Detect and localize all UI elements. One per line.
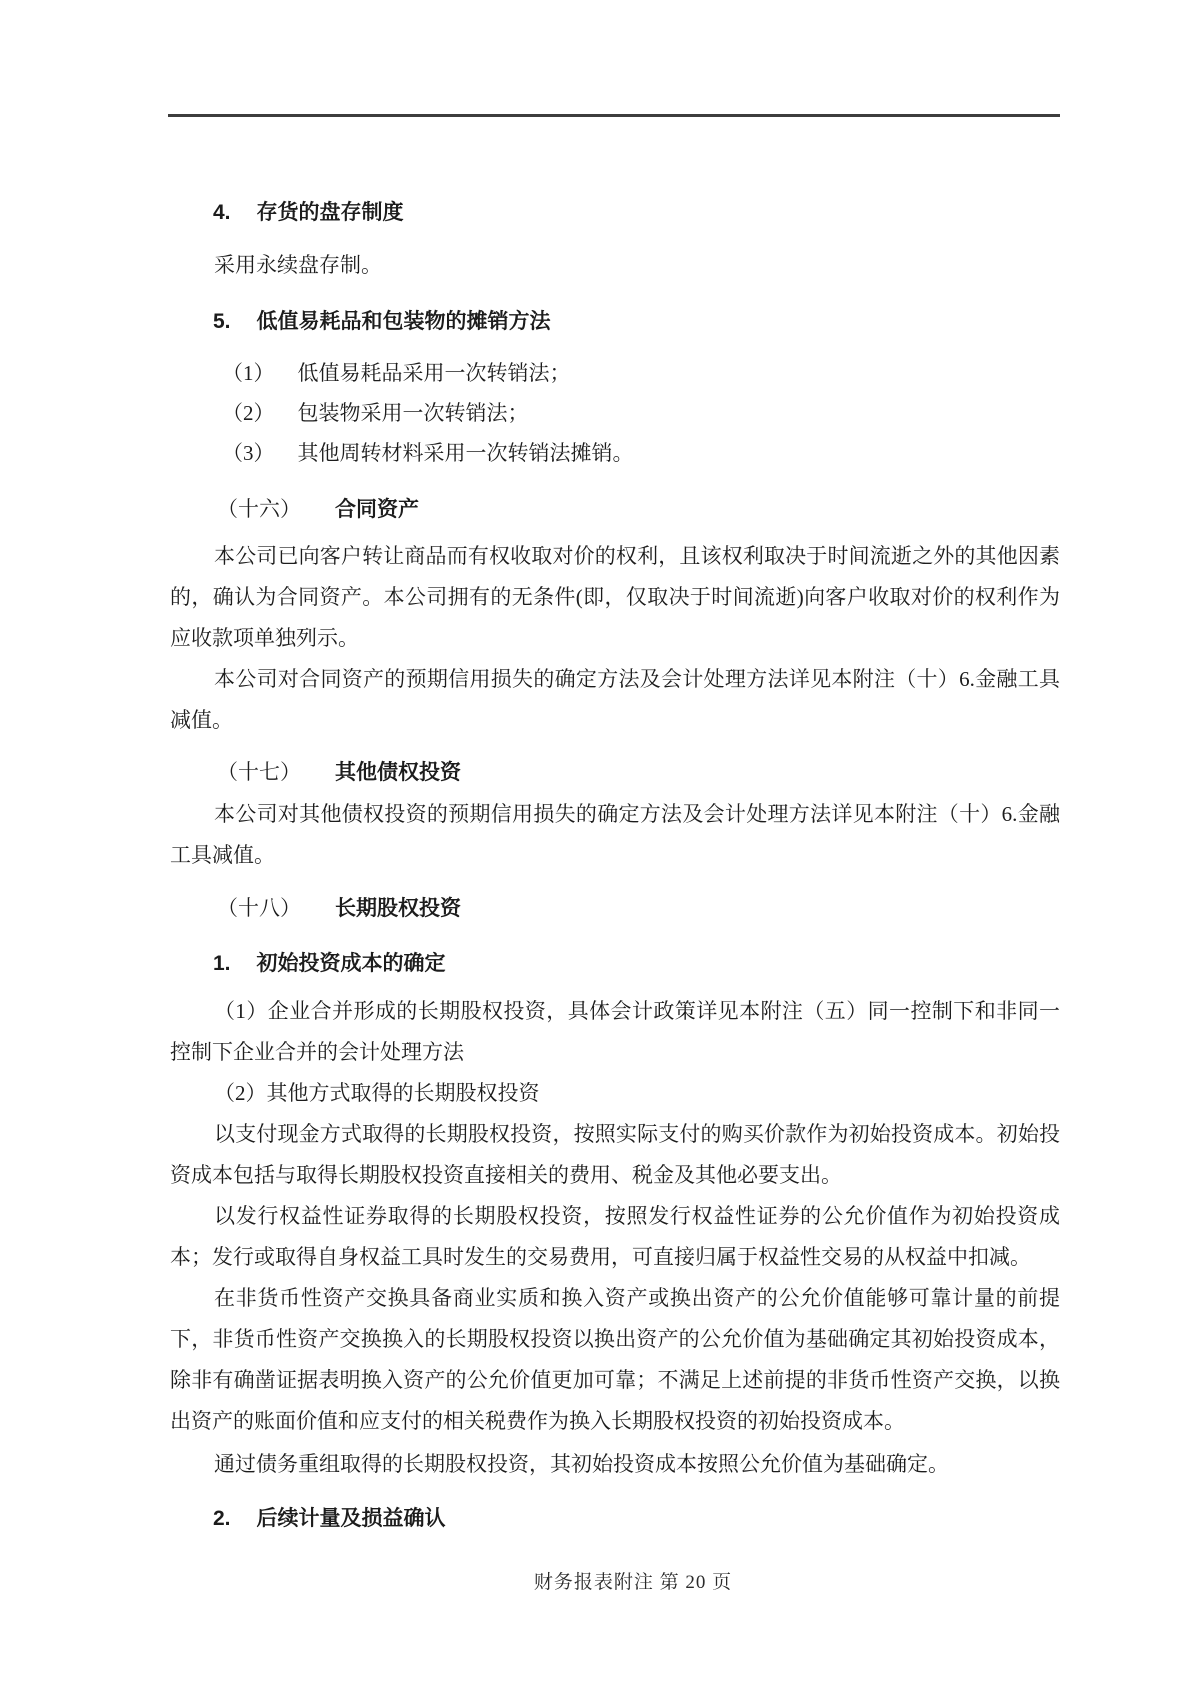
document-body (170, 192, 1060, 1540)
paragraph: 在非货币性资产交换具备商业实质和换入资产或换出资产的公允价值能够可靠计量的前提下，非货币性资产交换换入的长期股权投资以换出资产的公允价值为基础确定其初始投资成本，除非有确凿证据表明换入资产的公允价值更加可靠；不满足上述前提的非货币性资产交换，以换出资产的账面价值和应支付的相关税费作为换入长期股权投资的初始投资成本。 (170, 1286, 1060, 1433)
section-title: 其他债权投资 (335, 761, 461, 784)
heading-initial-investment-cost (170, 943, 1060, 985)
paragraph: （1）企业合并形成的长期股权投资，具体会计政策详见本附注（五）同一控制下和非同一控制下企业合并的会计处理方法 (170, 999, 1060, 1064)
list-item-marker: （2） (222, 401, 275, 425)
paragraph: （2）其他方式取得的长期股权投资 (214, 1081, 540, 1105)
heading-number: 1. (213, 952, 231, 975)
section-number: （十六） (217, 497, 301, 521)
heading-subsequent-measurement (170, 1498, 1060, 1540)
list-item (170, 433, 1060, 473)
list-item-text: 包装物采用一次转销法； (297, 401, 529, 425)
paragraph: 本公司对合同资产的预期信用损失的确定方法及会计处理方法详见本附注（十）6.金融工具减值。 (170, 667, 1060, 732)
heading-other-debt-investments (170, 751, 1060, 794)
heading-number: 5. (213, 310, 231, 333)
list-item (170, 353, 1060, 393)
paragraph: 本公司已向客户转让商品而有权收取对价的权利，且该权利取决于时间流逝之外的其他因素的，确认为合同资产。本公司拥有的无条件(即，仅取决于时间流逝)向客户收取对价的权利作为应收款项单独列示。 (170, 544, 1060, 650)
paragraph: 以发行权益性证券取得的长期股权投资，按照发行权益性证券的公允价值作为初始投资成本；发行或取得自身权益工具时发生的交易费用，可直接归属于权益性交易的从权益中扣减。 (170, 1204, 1060, 1269)
heading-inventory-system (170, 192, 1060, 234)
section-title: 合同资产 (335, 498, 419, 521)
list-item-text: 低值易耗品采用一次转销法； (297, 361, 571, 385)
list-item-text: 其他周转材料采用一次转销法摊销。 (297, 441, 634, 465)
paragraph: 通过债务重组取得的长期股权投资，其初始投资成本按照公允价值为基础确定。 (214, 1452, 949, 1476)
list-item (170, 393, 1060, 433)
paragraph: 本公司对其他债权投资的预期信用损失的确定方法及会计处理方法详见本附注（十）6.金融工具减值。 (170, 802, 1060, 867)
heading-title: 低值易耗品和包装物的摊销方法 (256, 310, 551, 333)
section-number: （十七） (217, 760, 301, 784)
section-title: 长期股权投资 (335, 897, 461, 920)
heading-title: 后续计量及损益确认 (256, 1507, 446, 1530)
list-item-marker: （1） (222, 361, 275, 385)
heading-title: 初始投资成本的确定 (256, 952, 446, 975)
heading-number: 2. (213, 1507, 231, 1530)
page-footer: 财务报表附注 第 20 页 (533, 1572, 733, 1593)
list-item-marker: （3） (222, 441, 275, 465)
heading-amortization-method (170, 301, 1060, 343)
paragraph: 采用永续盘存制。 (214, 253, 382, 277)
section-number: （十八） (217, 896, 301, 920)
heading-long-term-equity-investments (170, 887, 1060, 930)
heading-contract-assets (170, 488, 1060, 531)
heading-title: 存货的盘存制度 (256, 201, 404, 224)
heading-number: 4. (213, 201, 231, 224)
paragraph: 以支付现金方式取得的长期股权投资，按照实际支付的购买价款作为初始投资成本。初始投资成本包括与取得长期股权投资直接相关的费用、税金及其他必要支出。 (170, 1122, 1060, 1187)
header-rule (168, 114, 1060, 117)
